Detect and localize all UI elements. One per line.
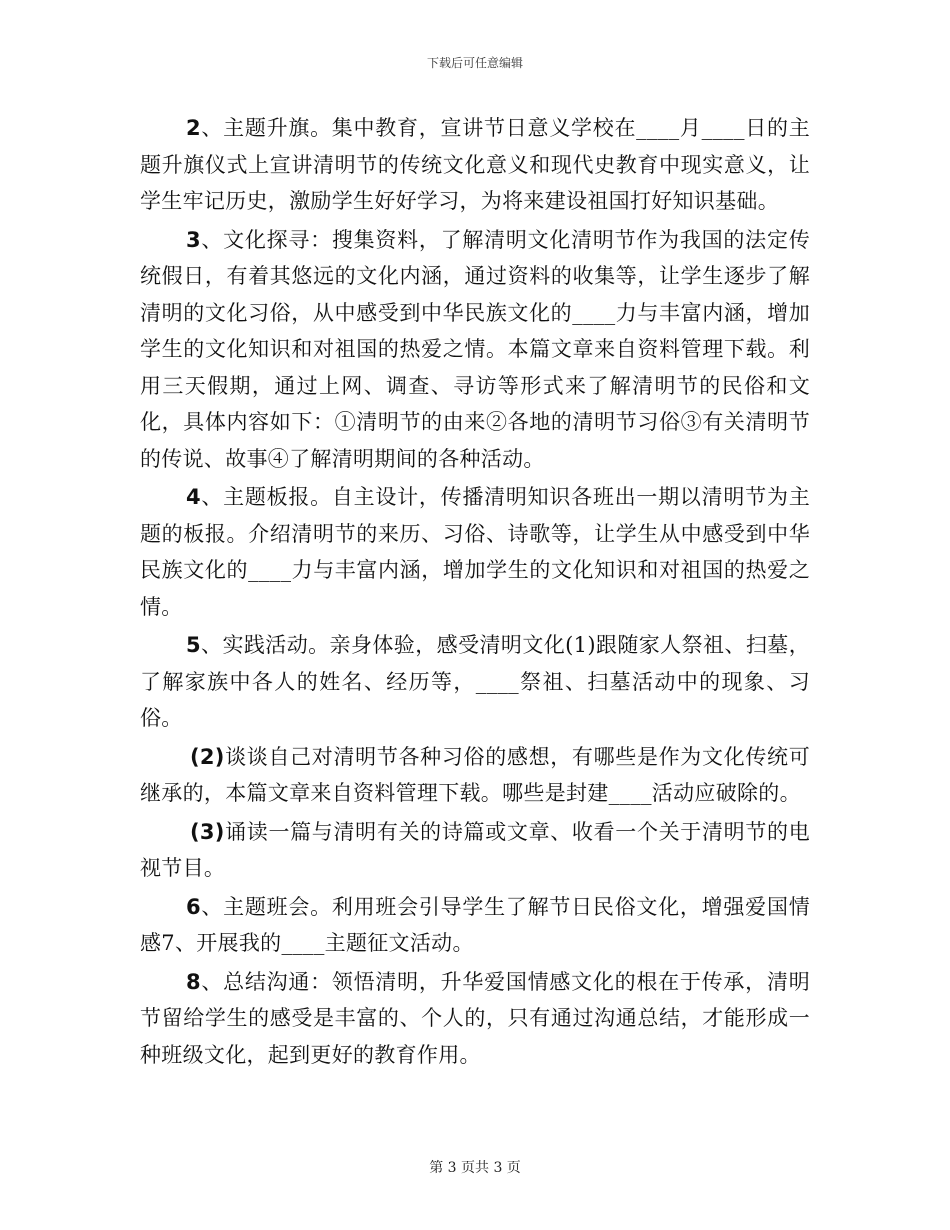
paragraph-text: 谈谈自己对清明节各种习俗的感想，有哪些是作为文化传统可继承的，本篇文章来自资料管理下载。哪些是封建____活动应破除的。 [140,744,810,805]
page-header: 下载后可任意编辑 [426,56,523,70]
paragraph-item-6 [140,889,810,962]
paragraph-item-4 [140,479,810,625]
paragraph-text: 、主题板报。自主设计，传播清明知识各班出一期以清明节为主题的板报。介绍清明节的来历、习俗、诗歌等，让学生从中感受到中华民族文化的____力与丰富内涵，增加学生的文化知识和对祖国的热爱之情。 [140,485,810,619]
paragraph-text: 诵读一篇与清明有关的诗篇或文章、收看一个关于清明节的电视节目。 [140,819,810,880]
item-number: (3) [190,819,225,844]
paragraph-text: 、实践活动。亲身体验，感受清明文化(1)跟随家人祭祖、扫墓，了解家族中各人的姓名、经历等，____祭祖、扫墓活动中的现象、习俗。 [140,633,810,730]
item-number: 8 [186,969,201,994]
item-number: 3 [186,227,201,252]
item-number: 2 [186,116,201,140]
paragraph-text: 、总结沟通：领悟清明，升华爱国情感文化的根在于传承，清明节留给学生的感受是丰富的、个人的，只有通过沟通总结，才能形成一种班级文化，起到更好的教育作用。 [140,969,810,1067]
paragraph-item-2 [140,110,810,220]
item-number: 4 [186,485,201,509]
paragraph-item-5 [140,627,810,737]
paragraph-text: 、文化探寻：搜集资料，了解清明文化清明节作为我国的法定传统假日，有着其悠远的文化内涵，通过资料的收集等，让学生逐步了解清明的文化习俗，从中感受到中华民族文化的____力与丰富内涵，增加学生的文化知识和对祖国的热爱之情。本篇文章来自资料管理下载。利用三天假期，通过上网、调查、寻访等形式来了解清明节的民俗和文化，具体内容如下：①清明节的由来②各地的清明节习俗③有关清明节的传说、故事④了解清明期间的各种活动。 [140,227,810,471]
item-number: 5 [186,633,201,657]
paragraph-text: 、主题升旗。集中教育，宣讲节日意义学校在____月____日的主题升旗仪式上宣讲清明节的传统文化意义和现代史教育中现实意义，让学生牢记历史，激励学生好好学习，为将来建设祖国打好知识基础。 [140,116,810,213]
paragraph-item-8 [140,964,810,1074]
paragraph-subitem-2 [140,739,810,812]
paragraph-text: 、主题班会。利用班会引导学生了解节日民俗文化，增强爱国情感7、开展我的____主题征文活动。 [140,894,810,955]
page-footer: 第 3 页共 3 页 [429,1160,521,1176]
paragraph-subitem-3 [140,814,810,887]
document-body [140,110,810,1075]
item-number: (2) [190,744,225,769]
item-number: 6 [186,894,201,919]
paragraph-item-3 [140,222,810,478]
